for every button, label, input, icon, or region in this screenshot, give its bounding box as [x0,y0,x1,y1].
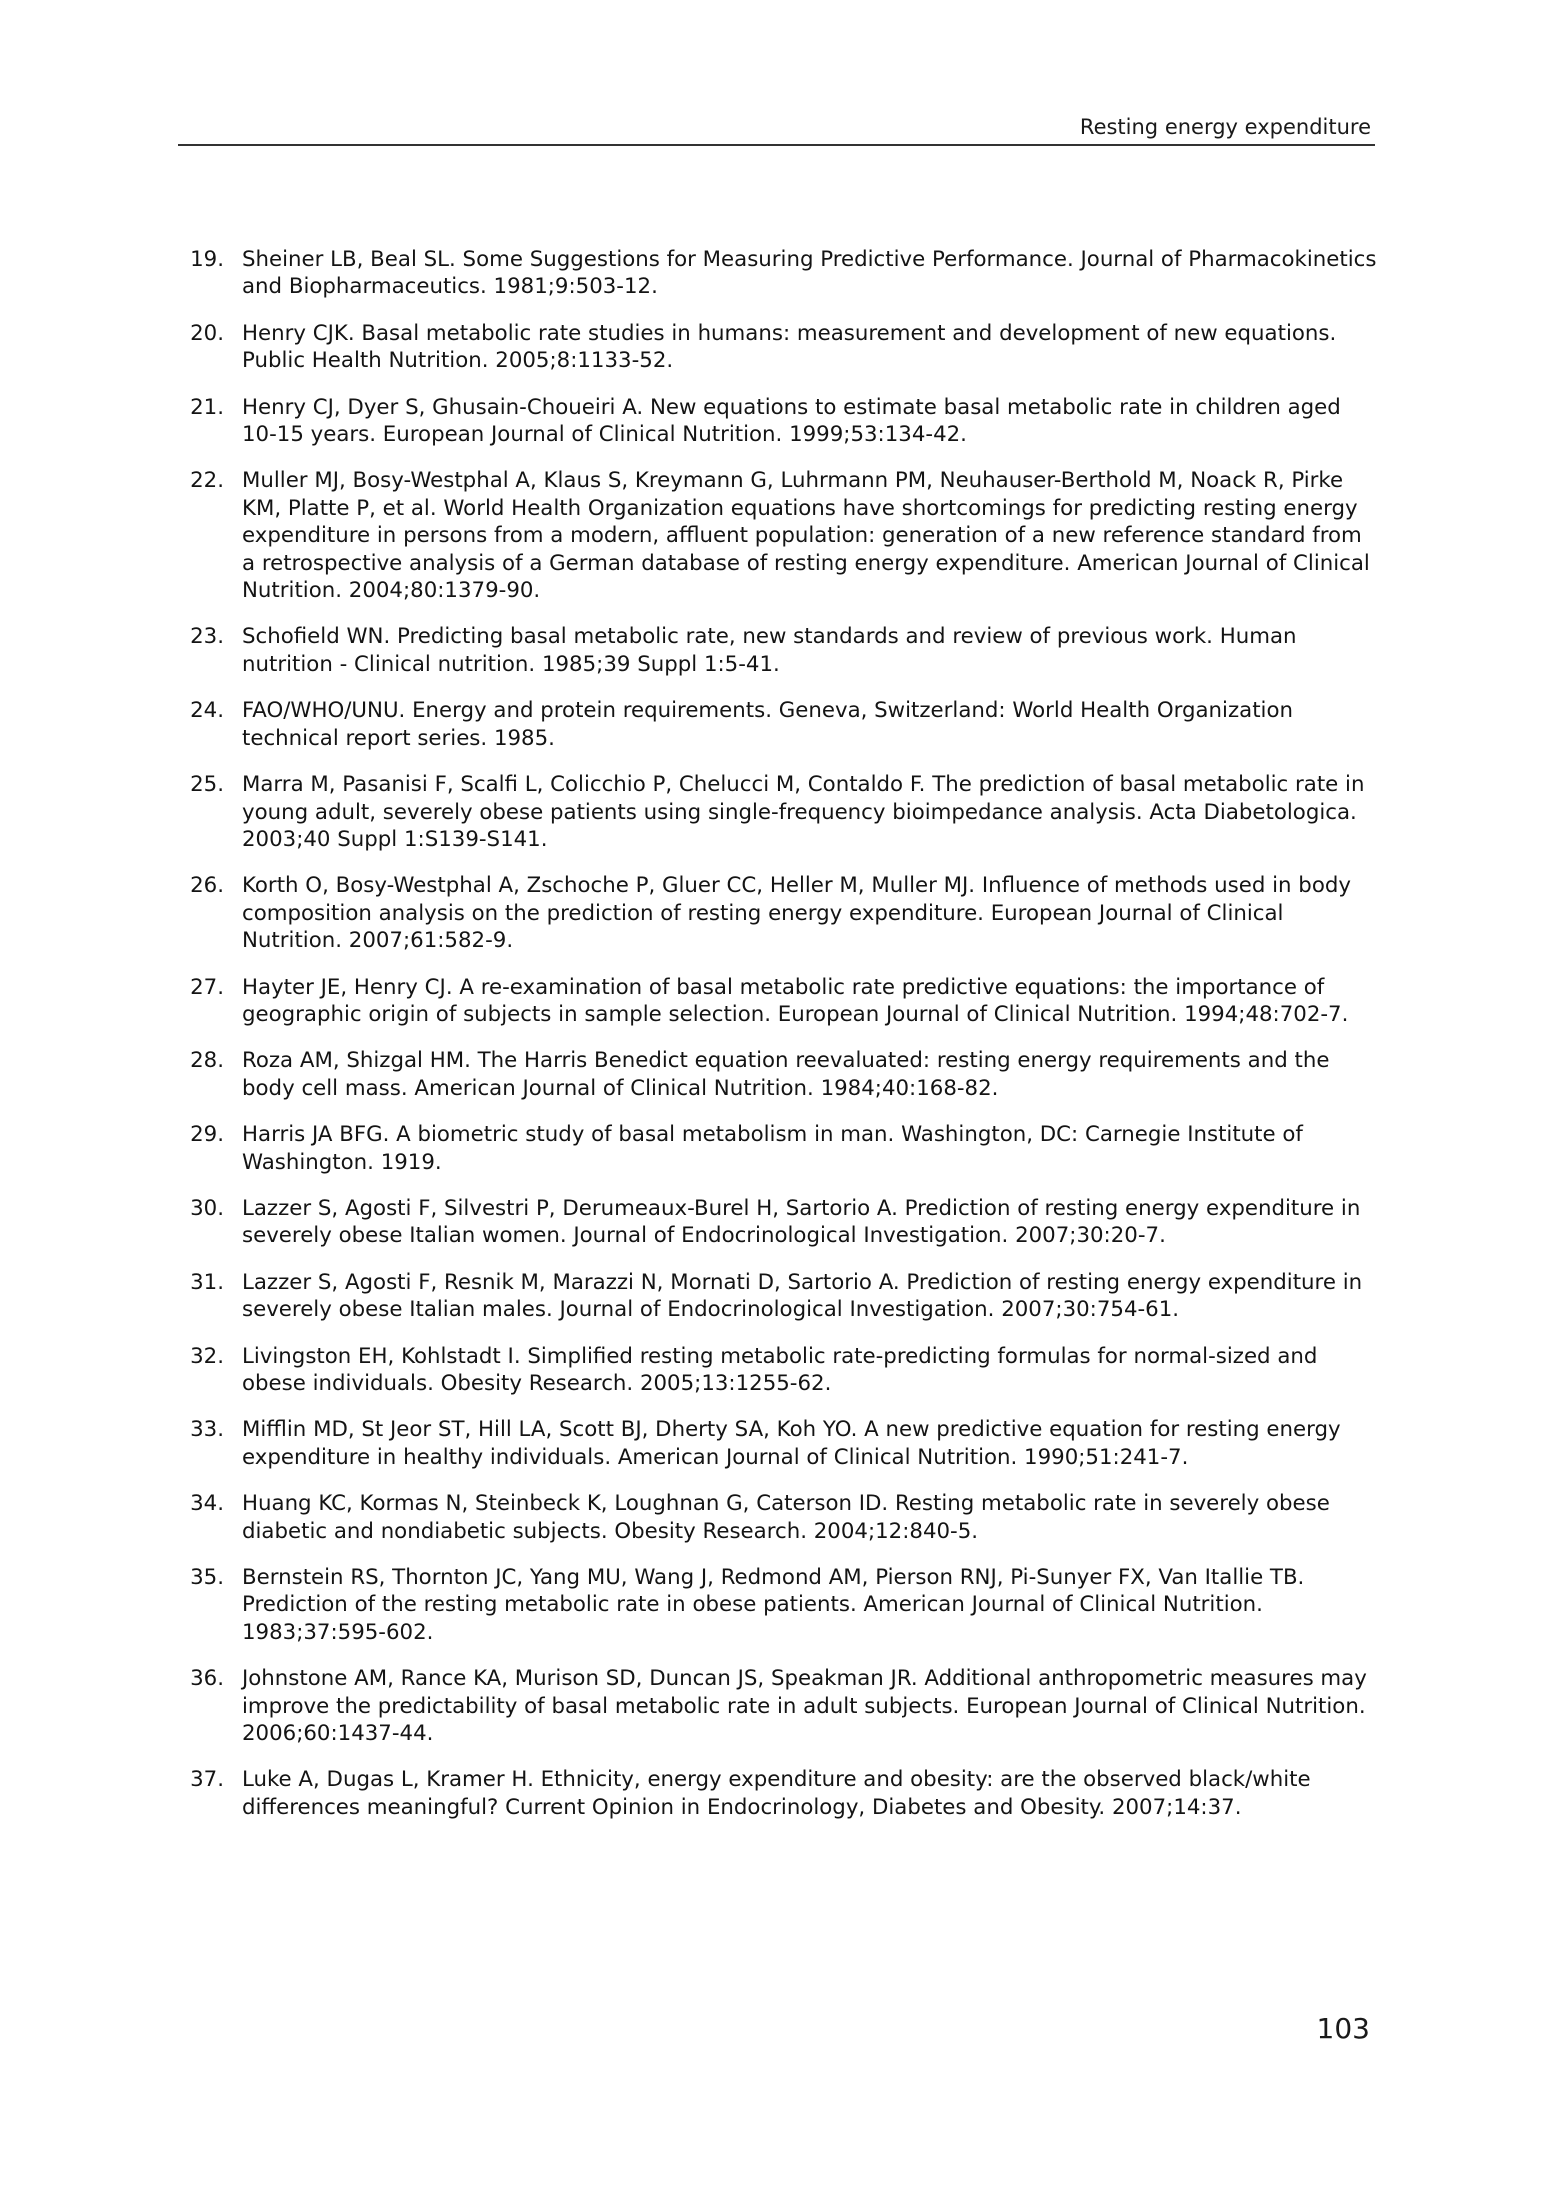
reference-item [180,394,1380,449]
reference-item [180,1416,1380,1471]
reference-item [180,1665,1380,1747]
reference-text: Korth O, Bosy-Westphal A, Zschoche P, Gluer CC, Heller M, Muller MJ. Influence of methods used in body composition analysis on the prediction of resting energy expenditure. European Journal of Clinical Nutrition. 2007;61:582-9. [242,873,1351,954]
reference-text: Sheiner LB, Beal SL. Some Suggestions for Measuring Predictive Performance. Journal of Pharmacokinetics and Biopharmaceutics. 1981;9:503-12. [242,247,1377,300]
reference-text: Livingston EH, Kohlstadt I. Simplified resting metabolic rate-predicting formulas for normal-sized and obese individuals. Obesity Research. 2005;13:1255-62. [242,1343,1318,1396]
reference-number: 23. [190,624,224,650]
reference-item [180,974,1380,1029]
reference-item [180,771,1380,853]
reference-number: 21. [190,394,224,420]
reference-item [180,1047,1380,1102]
reference-text: Henry CJ, Dyer S, Ghusain-Choueiri A. New equations to estimate basal metabolic rate in children aged 10-15 years. European Journal of Clinical Nutrition. 1999;53:134-42. [242,394,1341,448]
reference-item [180,1343,1380,1398]
reference-item [180,1121,1380,1176]
reference-number: 30. [190,1195,224,1221]
reference-item [180,320,1380,375]
reference-number: 31. [190,1269,224,1295]
reference-text: FAO/WHO/UNU. Energy and protein requirements. Geneva, Switzerland: World Health Organization technical report series. 1985. [242,698,1293,751]
reference-item [180,1195,1380,1250]
reference-text: Luke A, Dugas L, Kramer H. Ethnicity, energy expenditure and obesity: are the observed black/white differences meaningful? Current Opinion in Endocrinology, Diabetes and Obesity. 2007;14:37. [242,1767,1311,1820]
reference-number: 29. [190,1122,224,1148]
reference-text: Huang KC, Kormas N, Steinbeck K, Loughnan G, Caterson ID. Resting metabolic rate in severely obese diabetic and nondiabetic subjects. Obesity Research. 2004;12:840-5. [242,1491,1330,1544]
reference-text: Lazzer S, Agosti F, Resnik M, Marazzi N, Mornati D, Sartorio A. Prediction of resting energy expenditure in severely obese Italian males. Journal of Endocrinological Investigation. 2007;30:754-61. [242,1269,1363,1323]
reference-number: 27. [190,974,224,1000]
reference-number: 26. [190,873,224,899]
reference-number: 20. [190,320,224,346]
reference-text: Bernstein RS, Thornton JC, Yang MU, Wang J, Redmond AM, Pierson RNJ, Pi-Sunyer FX, Van Itallie TB. Prediction of the resting metabolic rate in obese patients. American Journal of Clinical Nutrition. 1983;37:595-602. [242,1565,1305,1645]
reference-text: Lazzer S, Agosti F, Silvestri P, Derumeaux-Burel H, Sartorio A. Prediction of resting energy expenditure in severely obese Italian women. Journal of Endocrinological Investigation. 2007;30:20-7. [242,1195,1361,1249]
reference-number: 32. [190,1343,224,1369]
reference-text: Harris JA BFG. A biometric study of basal metabolism in man. Washington, DC: Carnegie Institute of Washington. 1919. [242,1122,1303,1175]
reference-number: 37. [190,1767,224,1793]
reference-item [180,1269,1380,1324]
reference-item [180,623,1380,678]
reference-number: 24. [190,698,224,724]
reference-item [180,872,1380,954]
reference-text: Henry CJK. Basal metabolic rate studies in humans: measurement and development of new equations. Public Health Nutrition. 2005;8:1133-52. [242,320,1337,374]
reference-text: Muller MJ, Bosy-Westphal A, Klaus S, Kreymann G, Luhrmann PM, Neuhauser-Berthold M, Noack R, Pirke KM, Platte P, et al. World Health Organization equations have shortcomings for predicting resting energy expenditure in persons from a modern, affluent population: generation of a new reference standard from a retrospective analysis of a German database of resting energy expenditure. American Journal of Clinical Nutrition. 2004;80:1379-90. [242,468,1370,604]
page-number: 103 [1316,2012,1370,2045]
reference-number: 36. [190,1666,224,1692]
running-header-title: Resting energy expenditure [1079,115,1371,139]
reference-number: 19. [190,247,224,272]
reference-number: 34. [190,1491,224,1517]
reference-number: 33. [190,1417,224,1443]
reference-text: Schofield WN. Predicting basal metabolic rate, new standards and review of previous work. Human nutrition - Clinical nutrition. 1985;39 Suppl 1:5-41. [242,624,1297,677]
reference-number: 22. [190,468,224,494]
reference-item [180,467,1380,604]
reference-number: 25. [190,772,224,798]
reference-text: Marra M, Pasanisi F, Scalfi L, Colicchio P, Chelucci M, Contaldo F. The prediction of basal metabolic rate in young adult, severely obese patients using single-frequency bioimpedance analysis. Acta Diabetologica. 2003;40 Suppl 1:S139-S141. [242,772,1365,852]
reference-text: Roza AM, Shizgal HM. The Harris Benedict equation reevaluated: resting energy requirements and the body cell mass. American Journal of Clinical Nutrition. 1984;40:168-82. [242,1048,1330,1101]
reference-item [180,1490,1380,1545]
reference-item [180,246,1380,301]
reference-text: Johnstone AM, Rance KA, Murison SD, Duncan JS, Speakman JR. Additional anthropometric measures may improve the predictability of basal metabolic rate in adult subjects. European Journal of Clinical Nutrition. 2006;60:1437-44. [242,1666,1367,1747]
reference-number: 35. [190,1565,224,1591]
reference-item [180,1564,1380,1646]
reference-item [180,697,1380,752]
reference-number: 28. [190,1048,224,1074]
reference-list [180,246,1380,1840]
reference-text: Hayter JE, Henry CJ. A re-examination of basal metabolic rate predictive equations: the importance of geographic origin of subjects in sample selection. European Journal of Clinical Nutrition. 1994;48:702-7. [242,974,1349,1027]
running-header [178,112,1375,146]
reference-text: Mifflin MD, St Jeor ST, Hill LA, Scott BJ, Dherty SA, Koh YO. A new predictive equation for resting energy expenditure in healthy individuals. American Journal of Clinical Nutrition. 1990;51:241-7. [242,1417,1341,1470]
reference-item [180,1766,1380,1821]
